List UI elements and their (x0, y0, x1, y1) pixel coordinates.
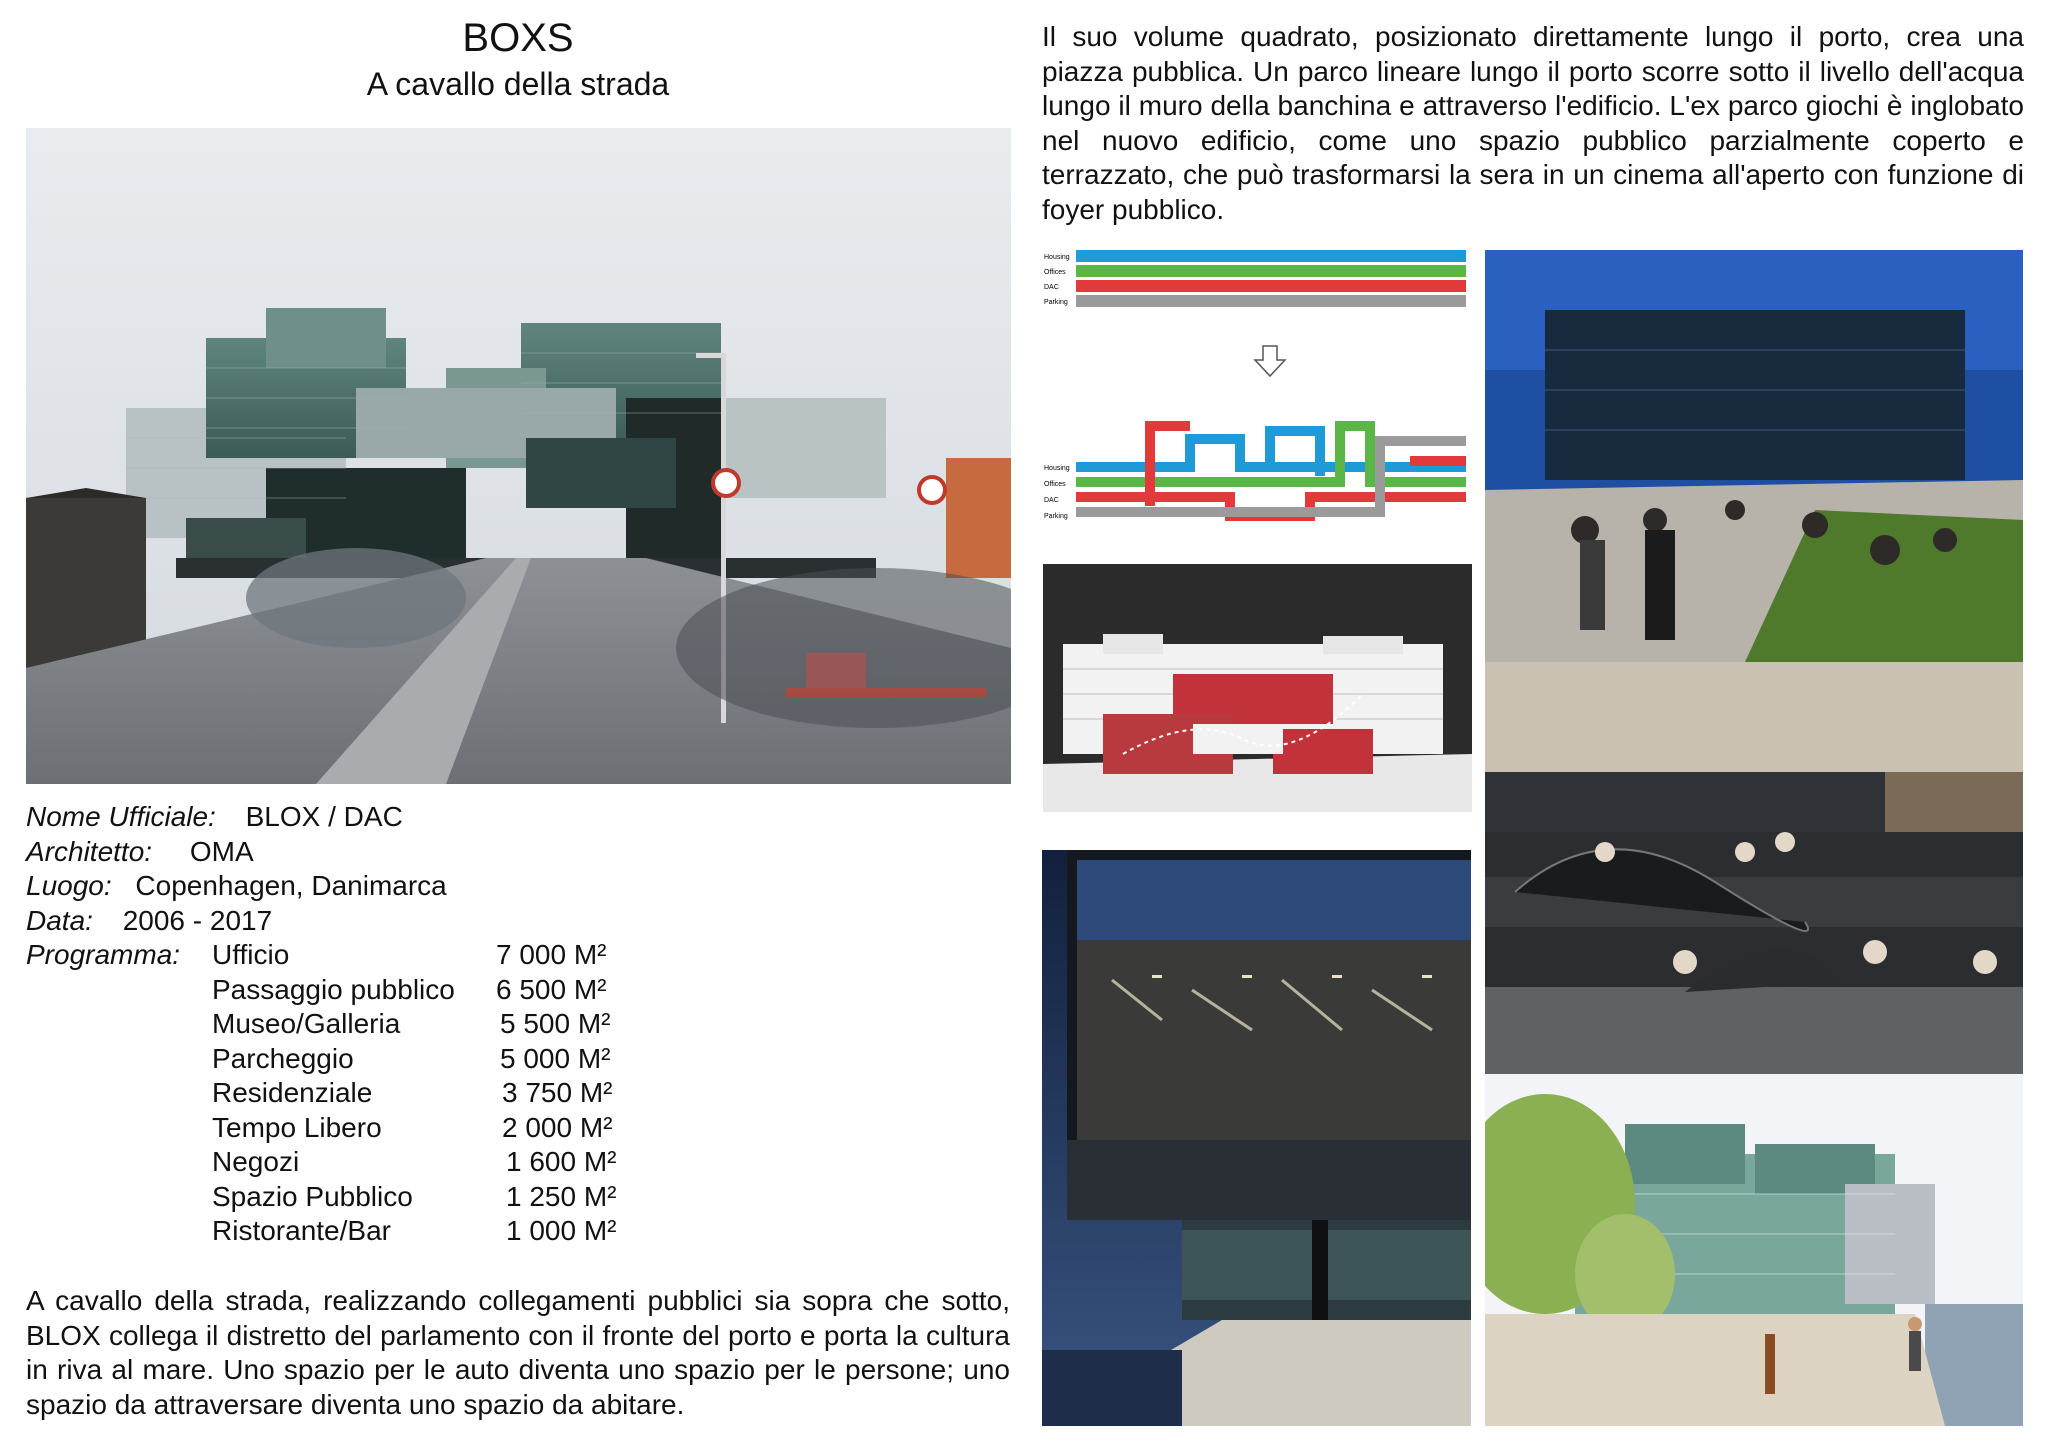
project-info (26, 800, 617, 1249)
info-program-row (26, 1180, 617, 1215)
info-program-row (26, 1007, 611, 1042)
description-right: Il suo volume quadrato, posizionato direttamente lungo il porto, crea una piazza pubblica. Un parco lineare lungo il porto scorre sotto il livello dell'acqua lungo il muro della banchina e attraverso l'edificio. L'ex parco giochi è inglobato nel nuovo edificio, come uno spazio pubblico parzialmente coperto e terrazzato, che può trasformarsi la sera in un cinema all'aperto con funzione di foyer pubblico. (1042, 21, 2024, 225)
program-item-name: Parcheggio (212, 1042, 354, 1074)
program-item-area: 1 600 M² (506, 1146, 617, 1177)
info-official-name (26, 800, 447, 835)
diagram-label-parking: Parking (1044, 299, 1068, 306)
program-item-area: 3 750 M² (502, 1077, 613, 1108)
info-date (26, 904, 447, 939)
info-program-row (26, 1145, 617, 1180)
date-value: 2006 - 2017 (122, 904, 273, 936)
program-item-area: 2 000 M² (502, 1111, 613, 1143)
page-subtitle: A cavallo della strada (366, 66, 670, 102)
bar-housing (1076, 250, 1466, 262)
architect-value: OMA (189, 835, 254, 867)
location-value: Copenhagen, Danimarca (135, 870, 447, 901)
location-label: Luogo: (26, 870, 112, 901)
program-item-name: Ufficio (212, 939, 290, 970)
program-label: Programma: (26, 939, 181, 970)
program-item-area: 5 000 M² (500, 1042, 611, 1074)
program-item-name: Museo/Galleria (212, 1008, 401, 1039)
program-diagram (1040, 246, 1470, 546)
program-item-name: Passaggio pubblico (212, 973, 455, 1005)
program-item-area: 1 250 M² (506, 1180, 617, 1212)
terrace-photo (1485, 662, 2023, 1074)
architect-label: Architetto: (26, 835, 153, 867)
diagram-label-parking-2: Parking (1044, 513, 1068, 520)
program-item-name: Tempo Libero (212, 1111, 382, 1143)
info-location (26, 869, 447, 904)
diagram-label-dac-2: DAC (1044, 497, 1059, 504)
info-program-row-0 (26, 938, 607, 973)
page-title: BOXS (462, 16, 574, 60)
info-program-row (26, 1076, 613, 1111)
info-architect (26, 835, 447, 870)
description-left: A cavallo della strada, realizzando collegamenti pubblici sia sopra che sotto, BLOX collega il distretto del parlamento con il fronte del porto e porta la cultura in riva al mare. Uno spazio per le auto diventa uno spazio per le persone; uno spazio da attraversare diventa uno spazio da abitare. (26, 1285, 1010, 1420)
info-program-row (26, 1042, 611, 1077)
official-name-value: BLOX / DAC (245, 801, 403, 832)
program-item-area: 6 500 M² (496, 973, 607, 1005)
info-program-row (26, 973, 607, 1008)
down-arrow-icon (1255, 346, 1285, 376)
program-item-name: Residenziale (212, 1077, 373, 1108)
date-label: Data: (26, 904, 93, 936)
diagram-label-offices-2: Offices (1044, 481, 1066, 488)
program-item-name: Ristorante/Bar (212, 1215, 391, 1246)
official-name-label: Nome Ufficiale: (26, 801, 216, 832)
program-item-name: Negozi (212, 1146, 300, 1177)
diagram-label-housing-2: Housing (1044, 465, 1070, 472)
bar-dac (1076, 280, 1466, 292)
info-program-row (26, 1111, 613, 1146)
diagram-label-dac: DAC (1044, 284, 1059, 291)
hero-photo-street (26, 128, 1011, 784)
harbour-photo (1485, 1074, 2023, 1426)
bar-offices (1076, 265, 1466, 277)
night-photo (1042, 850, 1471, 1426)
plaza-photo (1485, 250, 2023, 662)
diagram-label-offices: Offices (1044, 269, 1066, 276)
diagram-label-housing: Housing (1044, 254, 1070, 261)
info-program-row (26, 1214, 617, 1249)
program-item-name: Spazio Pubblico (212, 1180, 413, 1212)
program-item-area: 7 000 M² (496, 939, 607, 970)
program-item-area: 5 500 M² (500, 1008, 611, 1039)
bar-parking (1076, 295, 1466, 307)
program-item-area: 1 000 M² (506, 1215, 617, 1246)
section-drawing (1043, 564, 1472, 812)
